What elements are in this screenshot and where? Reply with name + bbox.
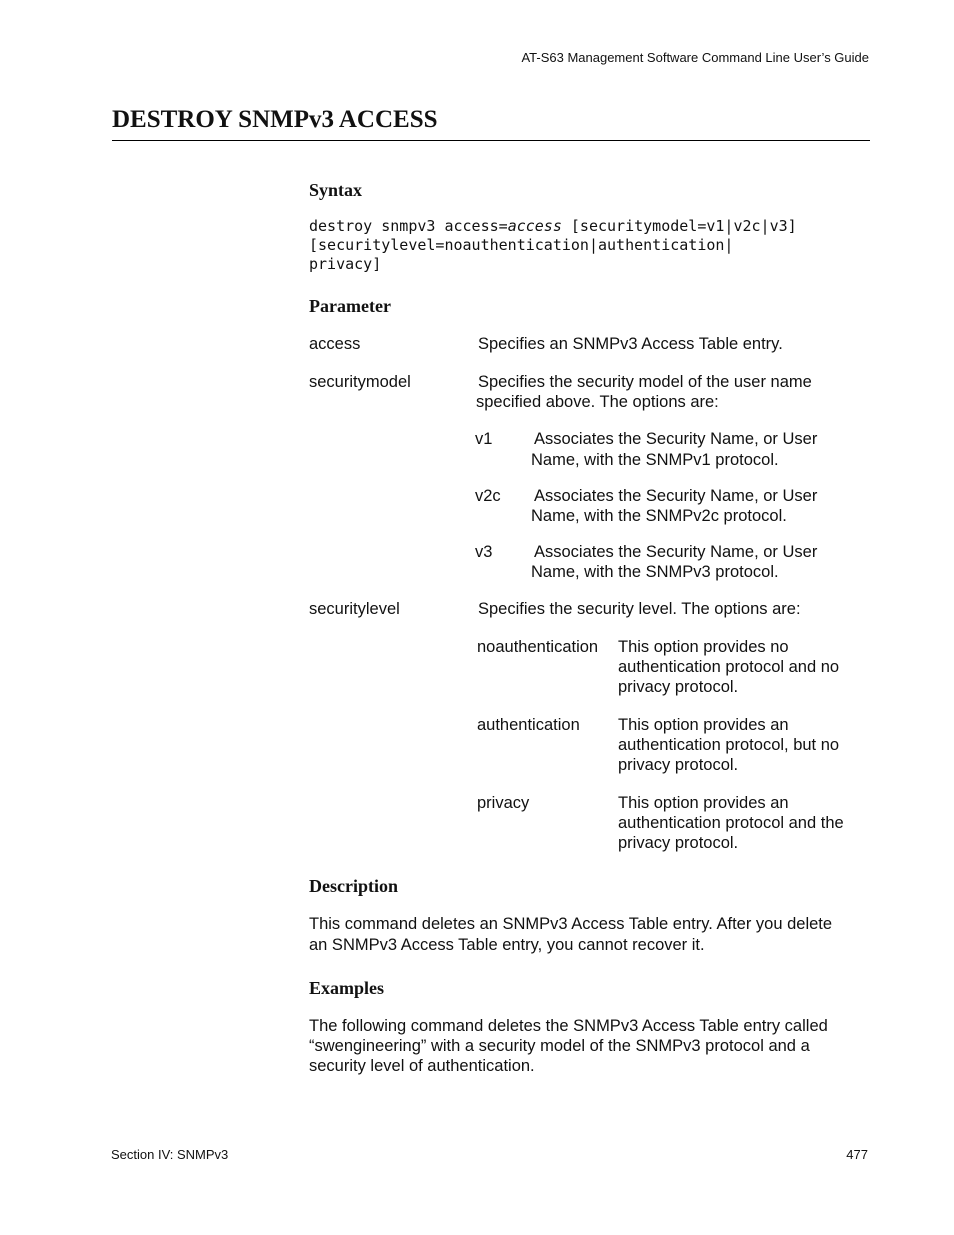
option-authentication-name: authentication bbox=[477, 716, 580, 734]
option-v3-desc-1: Associates the Security Name, or User bbox=[534, 543, 818, 561]
option-v3-name: v3 bbox=[475, 543, 493, 561]
footer-section: Section IV: SNMPv3 bbox=[111, 1147, 229, 1162]
syntax-line-1 bbox=[309, 217, 797, 236]
description-line-2: an SNMPv3 Access Table entry, you cannot recover it. bbox=[309, 936, 705, 954]
examples-line-3: security level of authentication. bbox=[309, 1057, 535, 1075]
option-v2c-name: v2c bbox=[475, 487, 501, 505]
param-securitymodel-name: securitymodel bbox=[309, 373, 411, 391]
option-authentication-desc-2: authentication protocol, but no bbox=[618, 736, 840, 754]
option-v2c-desc-2: Name, with the SNMPv2c protocol. bbox=[531, 507, 787, 525]
description-heading: Description bbox=[309, 876, 398, 896]
option-v2c-desc-1: Associates the Security Name, or User bbox=[534, 487, 818, 505]
option-noauthentication-desc-1: This option provides no bbox=[618, 638, 789, 656]
param-access-name: access bbox=[309, 335, 361, 353]
syntax-heading: Syntax bbox=[309, 180, 363, 200]
syntax-line-1-post: [securitymodel=v1|v2c|v3] bbox=[561, 217, 797, 235]
option-v1-desc-2: Name, with the SNMPv1 protocol. bbox=[531, 451, 779, 469]
examples-line-2: “swengineering” with a security model of the SNMPv3 protocol and a bbox=[309, 1037, 810, 1055]
option-privacy-desc-1: This option provides an bbox=[618, 794, 789, 812]
syntax-line-1-pre: destroy snmpv3 access= bbox=[309, 217, 508, 235]
option-privacy-name: privacy bbox=[477, 794, 530, 812]
description-line-1: This command deletes an SNMPv3 Access Table entry. After you delete bbox=[309, 915, 833, 933]
param-access-desc: Specifies an SNMPv3 Access Table entry. bbox=[478, 335, 783, 353]
title-rule bbox=[112, 140, 870, 141]
option-privacy-desc-2: authentication protocol and the bbox=[618, 814, 844, 832]
footer-page-number: 477 bbox=[846, 1147, 868, 1162]
option-noauthentication-desc-3: privacy protocol. bbox=[618, 678, 739, 696]
param-securitylevel-desc: Specifies the security level. The options are: bbox=[478, 600, 801, 618]
page-title: DESTROY SNMPv3 ACCESS bbox=[112, 106, 438, 133]
syntax-line-2: [securitylevel=noauthentication|authentication| bbox=[309, 236, 734, 254]
param-securitymodel-desc-2: specified above. The options are: bbox=[476, 393, 719, 411]
option-v3-desc-2: Name, with the SNMPv3 protocol. bbox=[531, 563, 779, 581]
syntax-line-1-italic: access bbox=[507, 217, 562, 235]
option-privacy-desc-3: privacy protocol. bbox=[618, 834, 739, 852]
option-v1-name: v1 bbox=[475, 430, 493, 448]
option-noauthentication-name: noauthentication bbox=[477, 638, 599, 656]
running-header: AT-S63 Management Software Command Line User’s Guide bbox=[521, 50, 869, 65]
examples-heading: Examples bbox=[309, 978, 385, 998]
syntax-line-3: privacy] bbox=[309, 255, 382, 273]
option-authentication-desc-3: privacy protocol. bbox=[618, 756, 739, 774]
option-authentication-desc-1: This option provides an bbox=[618, 716, 789, 734]
option-noauthentication-desc-2: authentication protocol and no bbox=[618, 658, 840, 676]
param-securitylevel-name: securitylevel bbox=[309, 600, 400, 618]
option-v1-desc-1: Associates the Security Name, or User bbox=[534, 430, 818, 448]
param-securitymodel-desc-1: Specifies the security model of the user name bbox=[478, 373, 812, 391]
parameter-heading: Parameter bbox=[309, 296, 391, 316]
examples-line-1: The following command deletes the SNMPv3 Access Table entry called bbox=[309, 1017, 828, 1035]
